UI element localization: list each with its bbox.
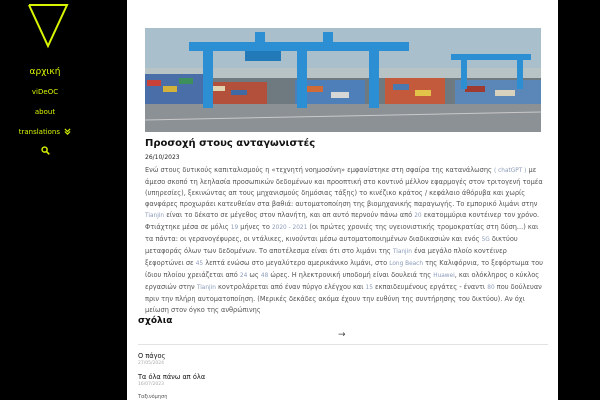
nav-item-home[interactable]: αρχική xyxy=(29,67,61,77)
highlighted-term: 80 xyxy=(487,285,495,291)
search-button[interactable] xyxy=(0,146,90,157)
highlighted-term: ( chatGPT ) xyxy=(493,168,527,174)
post-date: 26/10/2023 xyxy=(145,154,180,161)
post-content xyxy=(127,0,558,400)
body-text: , και ολόκληρος ο κύκλος εργασιών στην xyxy=(145,271,540,291)
body-text: κοντρολάρεται από έναν πύργο ελέγχου και xyxy=(215,283,366,291)
next-arrow-icon[interactable]: → xyxy=(338,330,346,340)
body-text: δικτύου μεταφοράς όλων των δεδομένων. Το αποτέλεσμα είναι ότι στο λιμάνι της xyxy=(145,235,518,255)
comment-author[interactable]: Ταξινόμηση xyxy=(138,394,168,400)
comment-date: 16/07/2023 xyxy=(138,382,164,387)
nav-item-video[interactable]: viDeOC xyxy=(31,88,59,96)
body-text: λεπτά ενώσω στο μεγαλύτερο αμερικάνικο λιμάνι, στο xyxy=(203,259,390,267)
highlighted-term: Huawei xyxy=(433,273,455,279)
body-text: μήνες το xyxy=(238,223,272,231)
body-text: Ενώ στους δυτικούς καπιταλισμούς η «τεχνητή νοημοσύνη» εμφανίστηκε στη σφαίρα της κατανάλωσης xyxy=(145,166,494,174)
body-text: (οι πρώτες χρονιές της υγειονιστικής τρομοκρατίας στη δύση...) και τα πάντα: οι γερανογέφυρες, οι ντάλικες, κινούνται μέσω αυτοματοποιημένων διαδικασιών και ενός xyxy=(145,223,539,243)
body-text: ένα μεγάλο πλοίο κοντέινερ ξεφορτώνει σε xyxy=(145,247,507,267)
body-text: ως xyxy=(247,271,261,279)
body-text: που δούλευαν πριν την πλήρη αυτοματοποίηση. (Μερικές δεκάδες ακόμα έχουν την ευθύνη της συντήρησης του δικτύου). Αν όχι μείωση στον όγκο της ανθρώπινης xyxy=(145,283,542,314)
sidebar xyxy=(0,0,90,400)
highlighted-term: 5G xyxy=(481,237,490,243)
comment-author[interactable]: Ο πάγος xyxy=(138,352,166,360)
chevron-double-down-icon xyxy=(64,128,71,135)
logo-triangle-icon[interactable] xyxy=(26,2,70,48)
highlighted-term: 15 xyxy=(365,285,373,291)
body-text: με άμεσο σκοπό τη λεηλασία προσωπικών δεδομένων και προοπτική στο κοντινό μέλλον εφαρμογές στον τριτογενή τομέα (υπηρεσίες), ξεκινώντας απ τους μηχανισμούς δημόσιας τάξης) το κινέζικο κράτος / κεφάλαιο άθόρυβα και χωρίς φανφάρες προχωράει κατευθείαν στα βαθιά: αυτοματοποίηση της βιομηχανικής παραγωγής. Το εμπορικό λιμάνι στην xyxy=(145,166,543,208)
highlighted-term: 45 xyxy=(195,261,204,267)
highlighted-term: Tianjin xyxy=(196,285,216,291)
search-icon xyxy=(41,146,50,155)
highlighted-term: Tianjin xyxy=(145,213,165,219)
highlighted-term: 19 xyxy=(230,225,239,231)
body-text: ώρες. Η ηλεκτρονική υποδομή είναι δουλειά της xyxy=(268,271,434,279)
nav-item-translations[interactable] xyxy=(0,128,90,136)
highlighted-term: 48 xyxy=(260,273,269,279)
body-text: είναι το δέκατο σε μέγεθος στον πλανήτη, και απ αυτό περνούν πάνω από xyxy=(164,211,415,219)
highlighted-term: 20 xyxy=(414,213,422,219)
body-text: της Καλιφόρνια, το ξεφόρτωμα του ίδιου πλοίου χρειάζεται από xyxy=(145,259,543,279)
highlighted-term: Long Beach xyxy=(389,261,424,267)
comment-date: 27/05/2024 xyxy=(138,361,164,366)
highlighted-term: 2020 - 2021 xyxy=(271,225,308,231)
post-body xyxy=(145,165,545,314)
body-text: εκατομμύρια κοντέινερ τον χρόνο. Φτιάχτηκε μέσα σε μόλις xyxy=(145,211,540,231)
highlighted-term: Tianjin xyxy=(392,249,412,255)
divider xyxy=(138,344,548,345)
post-title: Προσοχή στους ανταγωνιστές xyxy=(145,138,316,149)
highlighted-term: 24 xyxy=(239,273,248,279)
nav-item-translations-label: translations xyxy=(18,128,61,136)
comments-heading: σχόλια xyxy=(138,316,173,326)
comment-author[interactable]: Τα όλα πάνω απ όλα xyxy=(138,373,206,381)
nav-item-about[interactable]: about xyxy=(34,108,56,116)
hero-image xyxy=(145,28,541,132)
body-text: εκπαιδευμένους εργάτες - έναντι xyxy=(372,283,488,291)
port-cranes-image xyxy=(145,28,541,132)
